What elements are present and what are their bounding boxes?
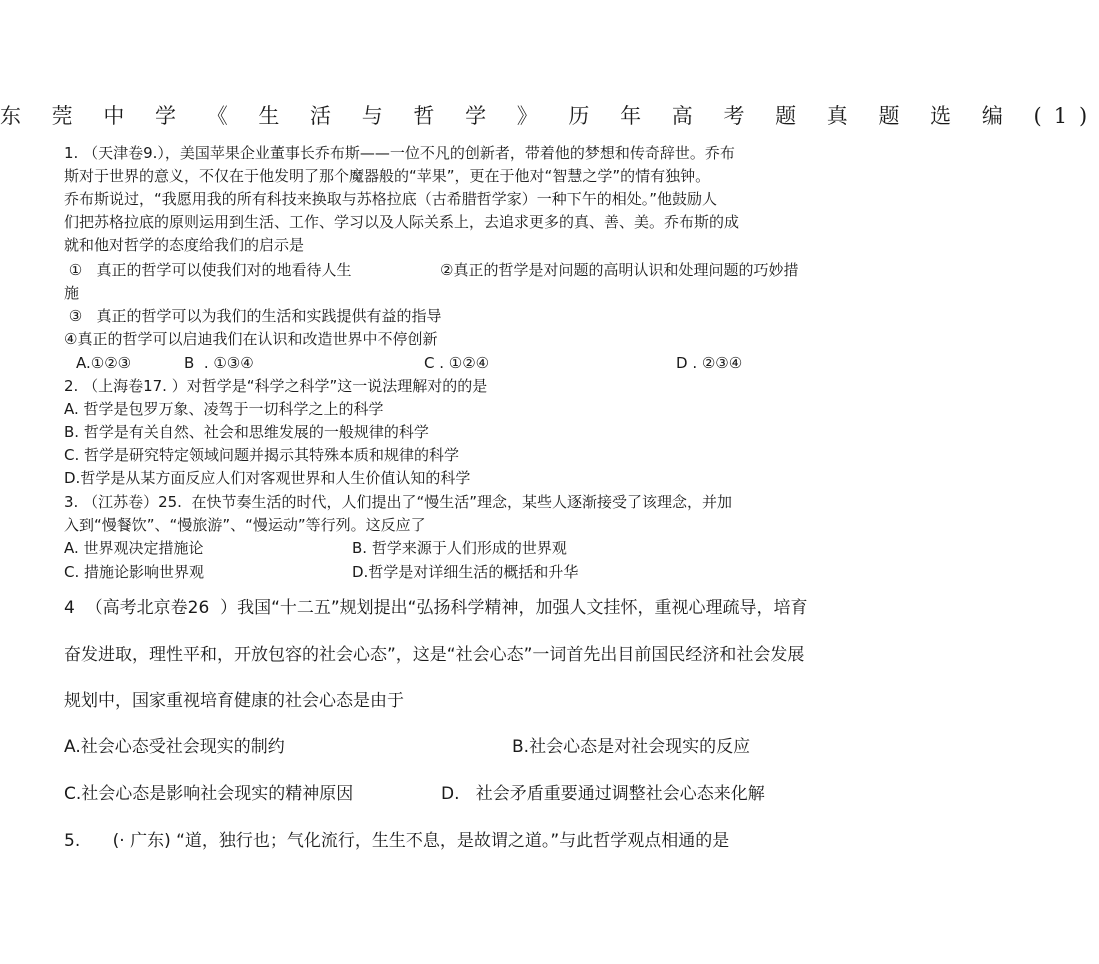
q1-statement-2: ②真正的哲学是对问题的高明认识和处理问题的巧妙措 <box>440 261 799 279</box>
q4-line: 规划中，国家重视培育健康的社会心态是由于 <box>64 691 404 711</box>
q1-line: 们把苏格拉底的原则运用到生活、工作、学习以及人际关系上，去追求更多的真、善、美。乔布斯的成 <box>64 213 740 231</box>
q3-line: 3. （江苏卷）25. 在快节奏生活的时代，人们提出了“慢生活”理念，某些人逐渐接受了该理念，并加 <box>64 493 733 511</box>
q3-option-a: A. 世界观决定措施论 <box>64 539 204 557</box>
q4-line: 奋发进取，理性平和，开放包容的社会心态”，这是“社会心态”一词首先出目前国民经济和社会发展 <box>64 645 805 665</box>
q4-option-b: B.社会心态是对社会现实的反应 <box>512 737 751 757</box>
q2-option-a: A. 哲学是包罗万象、凌驾于一切科学之上的科学 <box>64 400 384 418</box>
q1-option-b: B . ①③④ <box>184 354 254 372</box>
q1-statement-3: ③ 真正的哲学可以为我们的生活和实践提供有益的指导 <box>64 307 442 325</box>
q1-statement-1: ① 真正的哲学可以使我们对的地看待人生 <box>64 261 352 279</box>
q1-line: 斯对于世界的意义，不仅在于他发明了那个魔器般的“苹果”，更在于他对“智慧之学”的情有独钟。 <box>64 167 711 185</box>
q1-option-c: C . ①②④ <box>424 354 490 372</box>
q5-stem: 5. (· 广东) “道，独行也；气化流行，生生不息，是故谓之道。”与此哲学观点相通的是 <box>64 831 730 851</box>
q1-line: 1. （天津卷9.），美国苹果企业董事长乔布斯——一位不凡的创新者，带着他的梦想和传奇辞世。乔布 <box>64 144 735 162</box>
q2-option-d: D.哲学是从某方面反应人们对客观世界和人生价值认知的科学 <box>64 469 471 487</box>
q2-option-c: C. 哲学是研究特定领域问题并揭示其特殊本质和规律的科学 <box>64 446 460 464</box>
q1-statement-2-cont: 施 <box>64 284 80 302</box>
q3-line: 入到“慢餐饮”、“慢旅游”、“慢运动”等行列。这反应了 <box>64 516 426 534</box>
q1-line: 就和他对哲学的态度给我们的启示是 <box>64 236 305 254</box>
q2-option-b: B. 哲学是有关自然、社会和思维发展的一般规律的科学 <box>64 423 429 441</box>
q4-option-a: A.社会心态受社会现实的制约 <box>64 737 285 757</box>
page-title: 东 莞 中 学 《 生 活 与 哲 学 》 历 年 高 考 题 真 题 选 编 (1) <box>0 104 1099 128</box>
q3-option-c: C. 措施论影响世界观 <box>64 563 205 581</box>
q1-statement-4: ④真正的哲学可以启迪我们在认识和改造世界中不停创新 <box>64 330 438 348</box>
q1-option-a: A.①②③ <box>76 354 132 372</box>
q3-option-b: B. 哲学来源于人们形成的世界观 <box>352 539 567 557</box>
q3-option-d: D.哲学是对详细生活的概括和升华 <box>352 563 579 581</box>
q2-stem: 2. （上海卷17. ）对哲学是“科学之科学”这一说法理解对的的是 <box>64 377 488 395</box>
q4-line: 4 （高考北京卷26 ）我国“十二五”规划提出“弘扬科学精神，加强人文挂怀，重视心理疏导，培育 <box>64 598 808 618</box>
q1-option-d: D . ②③④ <box>676 354 743 372</box>
q4-option-c: C.社会心态是影响社会现实的精神原因 <box>64 784 354 804</box>
q1-line: 乔布斯说过，“我愿用我的所有科技来换取与苏格拉底（古希腊哲学家）一种下午的相处。”他鼓励人 <box>64 190 718 208</box>
q4-option-d: D. 社会矛盾重要通过调整社会心态来化解 <box>441 784 765 804</box>
